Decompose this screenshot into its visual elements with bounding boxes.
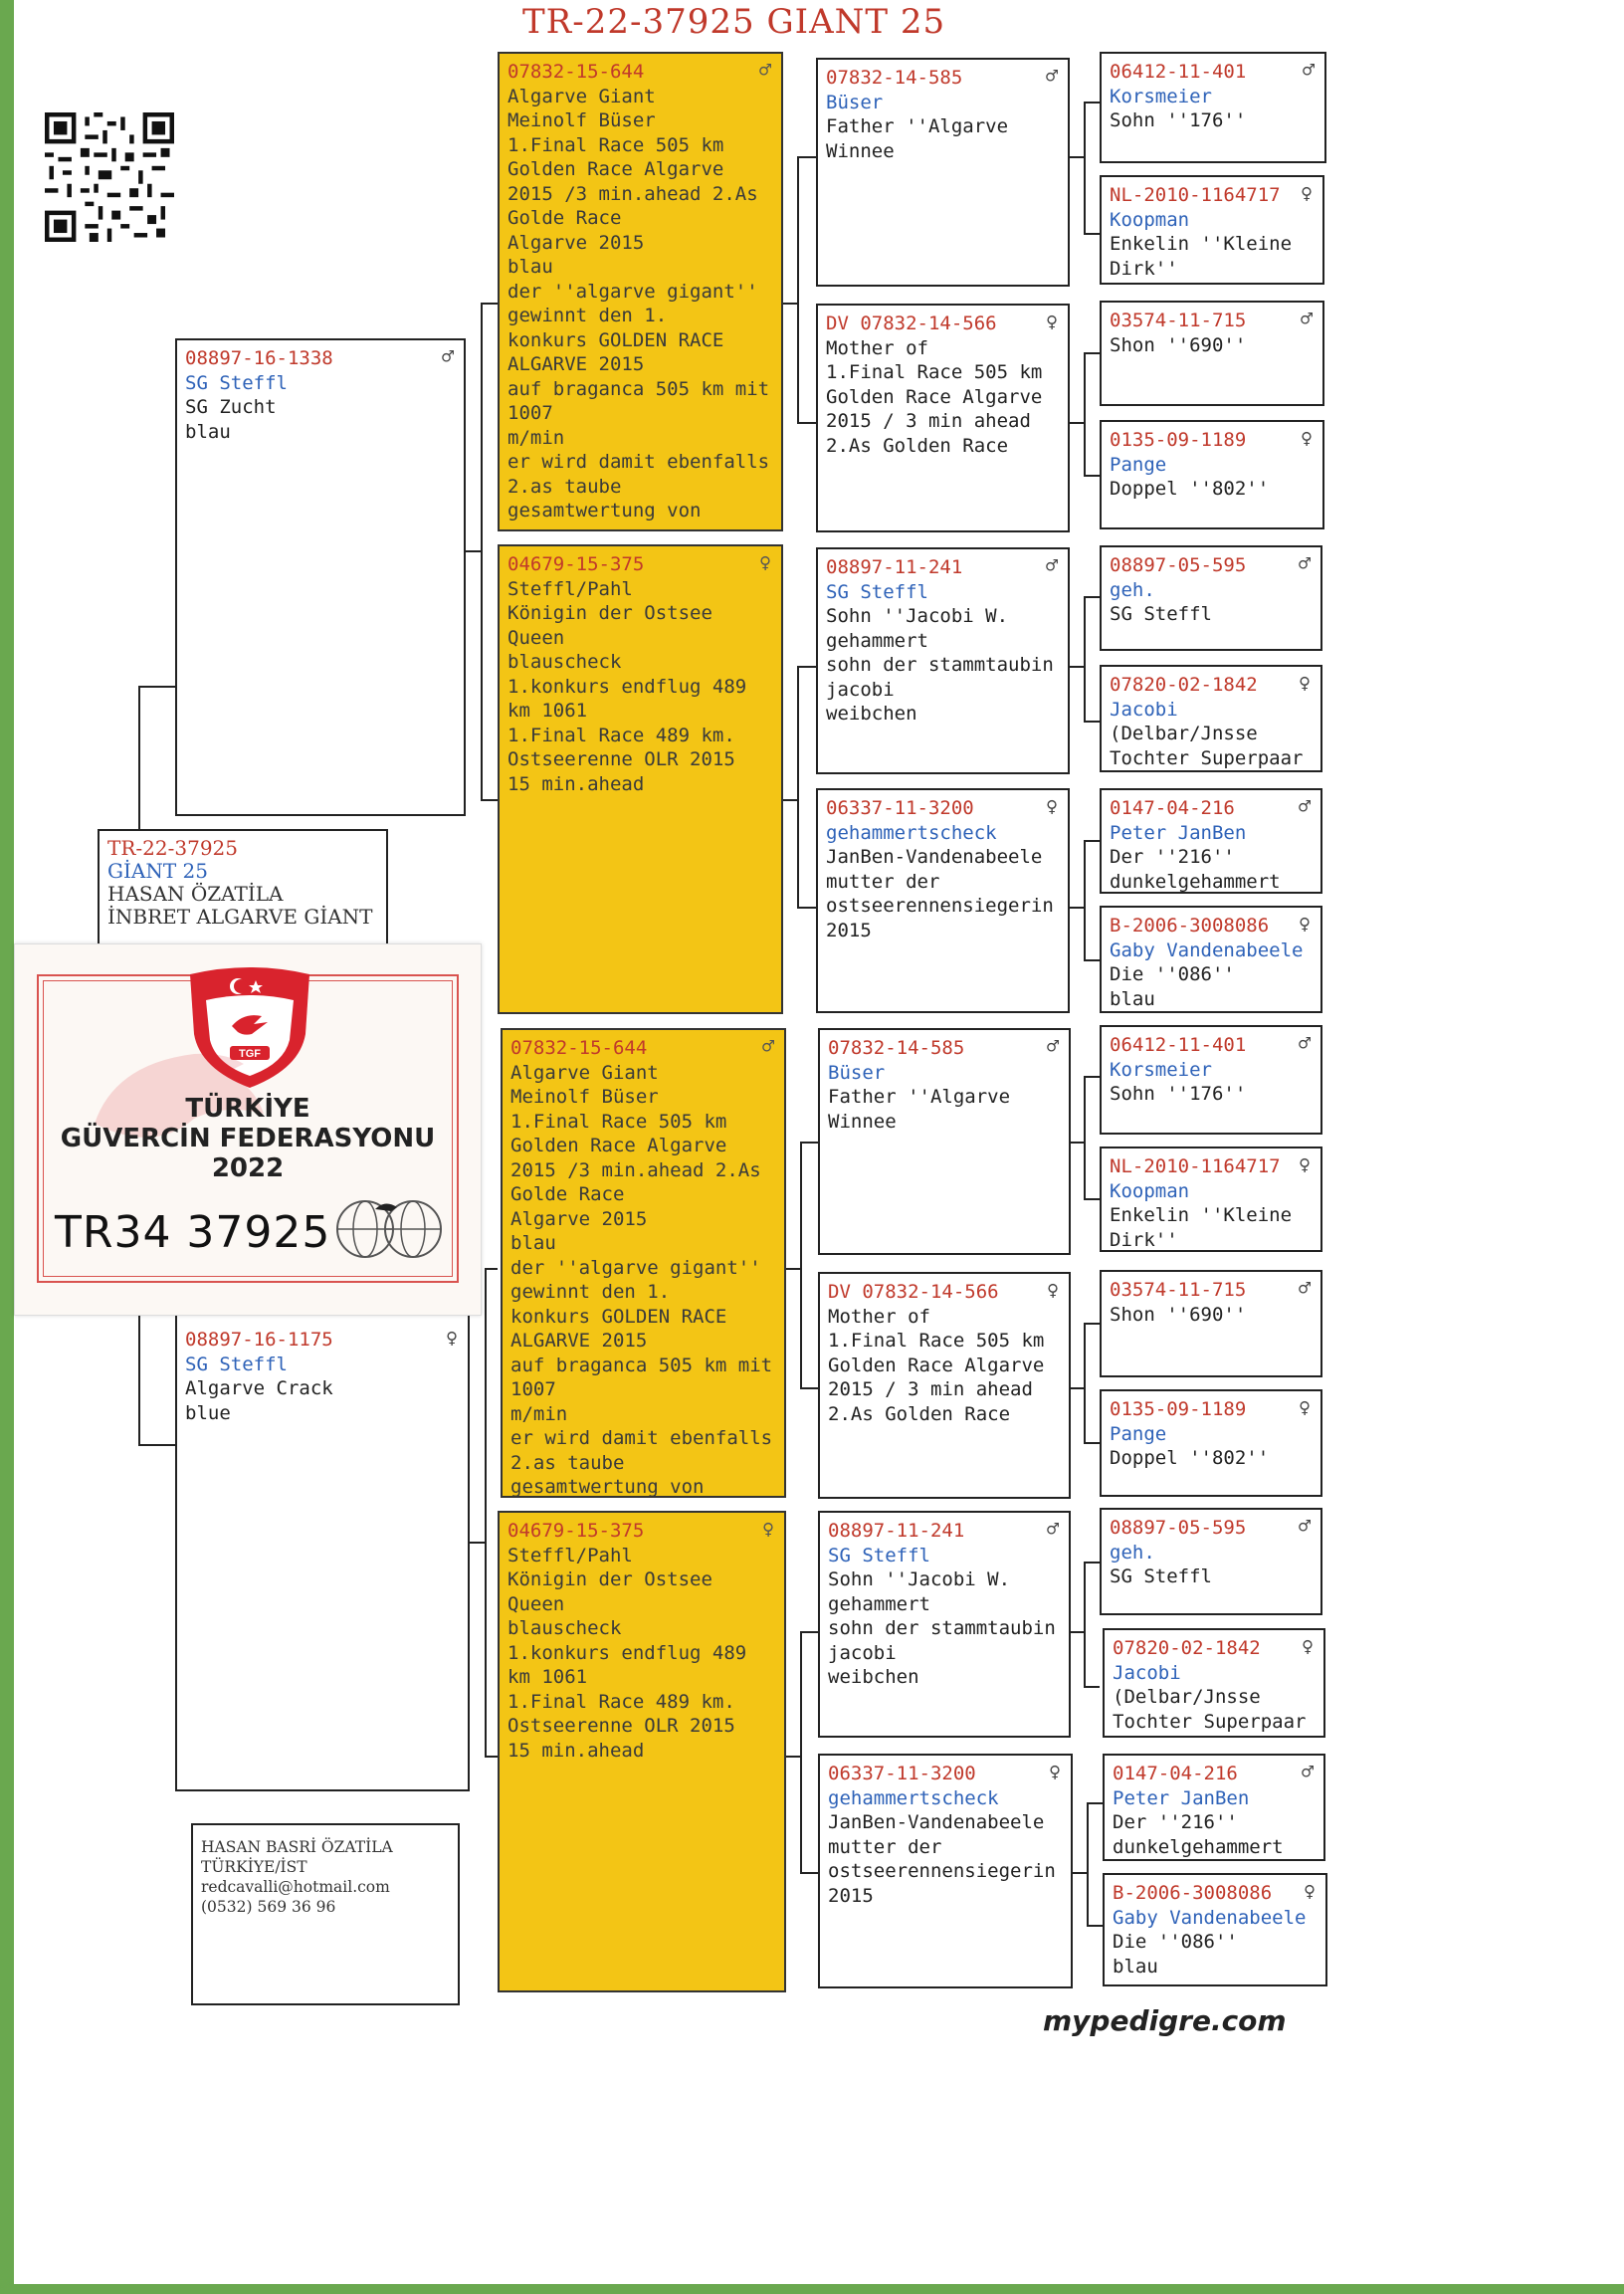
gen4-owner: Pange [1110,1422,1167,1445]
gen4-box-jacobi-2 [1103,1628,1325,1738]
female-symbol-icon: ♀ [1303,1879,1316,1903]
detail-line: Meinolf Büser [510,1086,659,1108]
detail-line: Königin der Ostsee [508,1568,712,1590]
granddam-ring: 04679-15-375 [508,1520,645,1542]
gen4-ring: 0135-09-1189 [1110,1398,1247,1420]
detail-line: 1.Final Race 489 km. [508,1690,735,1713]
federation-sticker [14,943,482,1316]
tgf-emblem-text: TGF [239,1048,261,1060]
detail-line: blau [508,256,553,278]
detail-line: auf braganca 505 km mit [510,1354,773,1376]
detail-line: Queen [508,1592,565,1615]
detail-line: sohn der stammtaubin [828,1617,1056,1639]
gen4-owner: Koopman [1110,1179,1190,1202]
female-symbol-icon: ♀ [758,550,771,574]
detail-line: Winnee [828,1110,897,1133]
gen4-box-pange-1 [1100,420,1324,529]
detail-line: km 1061 [508,1666,588,1688]
detail-line: 1.Final Race 489 km. [508,724,735,746]
gen4-owner: Pange [1110,453,1167,476]
gen4-box-koopman-2 [1100,1147,1322,1252]
gen4-ring: 0135-09-1189 [1110,429,1247,451]
gen4-owner: Peter JanBen [1110,821,1247,844]
male-symbol-icon: ♂ [1046,1034,1059,1058]
detail-line: Königin der Ostsee [508,602,712,624]
detail-line: dunkelgehammert [1113,1835,1284,1858]
gen3-ring: 06337-11-3200 [828,1763,976,1784]
detail-line: 15 min.ahead [508,772,645,795]
detail-line: Enkelin ''Kleine [1110,1204,1293,1226]
detail-line: Meinolf Büser [508,109,656,131]
gen3-ring: 08897-11-241 [826,556,963,578]
detail-line: Tochter Superpaar [1110,746,1304,769]
gen4-ring: 0147-04-216 [1113,1763,1238,1784]
mother-owner: SG Steffl [185,1353,288,1375]
detail-line: der ''algarve gigant'' [508,280,758,303]
detail-line: jacobi [826,678,895,701]
male-symbol-icon: ♂ [1298,1276,1311,1300]
gen3-owner: gehammertscheck [826,821,997,844]
gen3-ring: 07832-14-585 [828,1037,965,1059]
detail-line: Enkelin ''Kleine [1110,233,1293,255]
granddam-ring: 04679-15-375 [508,553,645,575]
female-symbol-icon: ♀ [445,1326,458,1350]
gen4-box-shon-2 [1100,1270,1322,1377]
female-symbol-icon: ♀ [1300,426,1313,450]
detail-line: 15 min.ahead [508,1739,645,1762]
gen4-ring: 03574-11-715 [1110,1279,1247,1301]
gen4-owner: Koopman [1110,208,1190,231]
mother-line: blue [185,1401,231,1424]
detail-line: Sohn ''Jacobi W. [828,1568,1011,1590]
detail-line: Tochter Superpaar [1113,1710,1307,1733]
detail-line: JanBen-Vandenabeele [826,846,1043,868]
female-symbol-icon: ♀ [1048,1760,1061,1783]
detail-line: Doppel ''802'' [1110,1447,1270,1469]
gen3-ring: DV 07832-14-566 [828,1281,999,1303]
detail-line: 1.konkurs endflug 489 [508,675,747,698]
gen3-owner: gehammertscheck [828,1786,999,1809]
detail-line: Sohn ''Jacobi W. [826,605,1009,627]
detail-line: blau [1110,987,1155,1010]
detail-line: Der ''216'' [1113,1811,1238,1833]
female-symbol-icon: ♀ [1301,1634,1314,1658]
sticker-country: TÜRKİYE [185,1094,310,1124]
detail-line: 2.As Golden Race [826,434,1009,457]
male-symbol-icon: ♂ [1045,553,1058,577]
detail-line: (Delbar/Jnsse [1113,1686,1261,1708]
detail-line: Ostseerenne OLR 2015 [508,748,735,770]
gen4-owner: Korsmeier [1110,1058,1212,1081]
detail-line: 1.Final Race 505 km [508,133,724,156]
detail-line: er wird damit ebenfalls [510,1427,773,1449]
gen4-ring: 06412-11-401 [1110,1034,1247,1056]
mother-box [175,1314,470,1791]
female-symbol-icon: ♀ [1046,1278,1059,1302]
detail-line: 1.Final Race 505 km [510,1110,727,1133]
gen4-box-gaby-1 [1100,906,1322,1013]
subject-owner: HASAN ÖZATİLA [107,882,284,906]
detail-line: 1.Final Race 505 km [826,361,1043,383]
detail-line: 2.as taube [510,1451,625,1474]
detail-line: 1007 [510,1378,556,1400]
detail-line: Ostseerenne OLR 2015 [508,1715,735,1737]
gen4-owner: geh. [1110,1541,1155,1564]
detail-line: gehammert [828,1592,930,1615]
grandsire-ring: 07832-15-644 [510,1037,648,1059]
granddam-box-1 [498,544,783,1014]
gen4-box-geh-1 [1100,545,1322,651]
breeder-phone: (0532) 569 36 96 [201,1898,336,1916]
male-symbol-icon: ♂ [1046,1517,1059,1541]
detail-line: gesamtwertung von [510,1476,705,1498]
father-ring: 08897-16-1338 [185,347,333,369]
gen4-box-gaby-2 [1103,1873,1327,1986]
male-symbol-icon: ♂ [1300,307,1313,330]
detail-line: Steffl/Pahl [508,577,633,600]
pedigree-title: TR-22-37925 GIANT 25 [522,2,946,42]
grandsire-box-1 [498,52,783,531]
sticker-year: 2022 [211,1153,285,1183]
detail-line: blau [510,1232,556,1254]
male-symbol-icon: ♂ [1298,1031,1311,1055]
gen3-box-scheck-1 [816,788,1070,1013]
detail-line: Winnee [826,139,895,162]
detail-line: Queen [508,626,565,649]
detail-line: 2015 / 3 min ahead [826,410,1031,432]
female-symbol-icon: ♀ [1298,671,1311,695]
male-symbol-icon: ♂ [1298,551,1311,575]
gen3-box-steffl-1 [816,547,1070,774]
gen4-ring: NL-2010-1164717 [1110,184,1281,206]
gen4-owner: Peter JanBen [1113,1786,1250,1809]
detail-line: SG Steffl [1110,603,1212,625]
detail-line: 2015 /3 min.ahead 2.As [510,1158,761,1181]
detail-line: 2015 /3 min.ahead 2.As [508,182,758,205]
gen4-ring: B-2006-3008086 [1110,915,1270,937]
detail-line: 2015 [826,919,872,941]
mother-line: Algarve Crack [185,1377,333,1399]
globe-logo-icon [331,1195,451,1261]
detail-line: m/min [510,1402,568,1425]
detail-line: Algarve Giant [508,85,656,107]
detail-line: blauscheck [508,1617,622,1639]
detail-line: Sohn ''176'' [1110,109,1247,131]
detail-line: SG Steffl [1110,1565,1212,1587]
detail-line: 1.konkurs endflug 489 [508,1641,747,1664]
breeder-name: HASAN BASRİ ÖZATİLA [201,1838,393,1856]
gen3-owner: SG Steffl [826,580,928,603]
sticker-federation: GÜVERCİN FEDERASYONU [60,1124,436,1153]
detail-line: Shon ''690'' [1110,1303,1247,1326]
male-symbol-icon: ♂ [758,58,771,82]
gen3-ring: DV 07832-14-566 [826,313,997,334]
gen4-owner: Gaby Vandenabeele [1113,1906,1307,1929]
detail-line: (Delbar/Jnsse [1110,723,1258,744]
breeder-email[interactable]: redcavalli@hotmail.com [201,1878,390,1896]
male-symbol-icon: ♂ [1301,1760,1314,1783]
grandsire-ring: 07832-15-644 [508,61,645,83]
detail-line: 1007 [508,402,553,424]
detail-line: ALGARVE 2015 [508,353,645,375]
detail-line: weibchen [826,703,917,725]
father-owner: SG Steffl [185,371,288,394]
gen4-ring: NL-2010-1164717 [1110,1155,1281,1177]
female-symbol-icon: ♀ [1300,181,1313,205]
male-symbol-icon: ♂ [1298,794,1311,818]
male-symbol-icon: ♂ [441,344,454,368]
detail-line: konkurs GOLDEN RACE [510,1305,727,1328]
detail-line: Father ''Algarve [828,1086,1011,1108]
gen4-box-korsmeier-1 [1100,52,1326,163]
gen4-owner: Korsmeier [1110,85,1212,107]
detail-line: Golden Race Algarve [508,158,724,180]
detail-line: Father ''Algarve [826,115,1009,137]
female-symbol-icon: ♀ [1298,912,1311,936]
detail-line: blauscheck [508,651,622,673]
detail-line: ALGARVE 2015 [510,1330,648,1352]
gen4-box-koopman-1 [1100,175,1324,285]
gen4-box-geh-2 [1100,1508,1322,1615]
gen4-box-shon-1 [1100,301,1324,406]
detail-line: Algarve 2015 [508,231,645,254]
breeder-location: TÜRKİYE/İST [201,1858,307,1876]
gen4-ring: 06412-11-401 [1110,61,1247,83]
granddam-box-2 [498,1511,786,1992]
female-symbol-icon: ♀ [1045,310,1058,333]
male-symbol-icon: ♂ [761,1034,774,1058]
gen4-ring: B-2006-3008086 [1113,1882,1273,1904]
detail-line: Steffl/Pahl [508,1544,633,1566]
gen4-box-korsmeier-2 [1100,1025,1322,1135]
gen4-owner: geh. [1110,578,1155,601]
father-line: SG Zucht [185,396,277,418]
detail-line: Sohn ''176'' [1110,1083,1247,1105]
mother-ring: 08897-16-1175 [185,1329,333,1351]
gen3-owner: SG Steffl [828,1544,930,1566]
male-symbol-icon: ♂ [1302,58,1315,82]
gen3-box-buser-1 [816,58,1070,287]
detail-line: gewinnt den 1. [508,305,668,326]
detail-line: Golden Race Algarve [828,1354,1045,1376]
detail-line: der ''algarve gigant'' [510,1256,761,1279]
detail-line: dunkelgehammert [1110,870,1281,893]
male-symbol-icon: ♂ [1045,64,1058,88]
detail-line: Doppel ''802'' [1110,478,1270,500]
gen4-owner: Jacobi [1113,1661,1181,1684]
female-symbol-icon: ♀ [1298,1152,1311,1176]
detail-line: Shon ''690'' [1110,333,1247,356]
grandsire-box-2 [501,1028,786,1498]
detail-line: Algarve Giant [510,1061,659,1084]
gen4-ring: 08897-05-595 [1110,1517,1247,1539]
breeder-contact-box [191,1823,460,2005]
female-symbol-icon: ♀ [761,1517,774,1541]
detail-line: Golde Race [508,207,622,229]
detail-line: Die ''086'' [1113,1931,1238,1953]
gen4-box-janben-2 [1103,1754,1325,1861]
subject-ring-number: TR-22-37925 [107,836,238,860]
detail-line: auf braganca 505 km mit [508,377,770,400]
gen3-box-buser-2 [818,1028,1071,1255]
male-symbol-icon: ♂ [1298,1514,1311,1538]
detail-line: konkurs GOLDEN RACE [508,328,724,351]
gen4-box-janben-1 [1100,788,1322,894]
detail-line: Golde Race [510,1183,625,1205]
footer-brand[interactable]: mypedigre.com [1043,2004,1287,2037]
detail-line: Dirk'' [1110,257,1178,280]
detail-line: 2.as taube [508,475,622,498]
detail-line: Golden Race Algarve [826,385,1043,408]
gen4-ring: 0147-04-216 [1110,797,1235,819]
detail-line: Der ''216'' [1110,846,1235,868]
detail-line: 2.As Golden Race [828,1402,1011,1425]
detail-line: m/min [508,426,565,449]
gen3-box-steffl-2 [818,1511,1071,1738]
detail-line: mutter der [826,870,940,893]
detail-line: JanBen-Vandenabeele [828,1811,1045,1833]
subject-name: GİANT 25 [107,859,208,883]
detail-line: blau [1113,1955,1158,1978]
detail-line: jacobi [828,1641,897,1664]
gen4-ring: 03574-11-715 [1110,310,1247,331]
detail-line: 2015 [828,1884,874,1907]
detail-line: mutter der [828,1835,942,1858]
detail-line: ostseerennensiegerin [828,1860,1056,1882]
sticker-registration-number: TR34 37925 [55,1207,331,1258]
gen3-box-scheck-2 [818,1754,1073,1988]
detail-line: gehammert [826,629,928,652]
gen3-box-dv-2 [818,1272,1071,1499]
detail-line: gewinnt den 1. [510,1281,671,1303]
gen4-ring: 08897-05-595 [1110,554,1247,576]
detail-line: 1.Final Race 505 km [828,1330,1045,1352]
detail-line: gesamtwertung von [508,500,702,521]
detail-line: km 1061 [508,700,588,722]
detail-line: weibchen [828,1666,919,1688]
detail-line: Golden Race Algarve [510,1135,727,1156]
detail-line: Algarve 2015 [510,1207,648,1230]
gen3-owner: Büser [828,1061,886,1084]
subject-description: İNBRET ALGARVE GİANT [107,905,373,929]
father-line: blau [185,420,231,443]
gen4-ring: 07820-02-1842 [1113,1637,1261,1659]
detail-line: er wird damit ebenfalls [508,451,770,473]
gen4-owner: Jacobi [1110,698,1178,721]
gen3-box-dv-1 [816,304,1070,532]
detail-line: ostseerennensiegerin [826,895,1054,917]
detail-line: sohn der stammtaubin [826,654,1054,676]
detail-line: 2015 / 3 min ahead [828,1378,1033,1400]
detail-line: Mother of [828,1305,930,1328]
gen4-box-pange-2 [1100,1389,1322,1497]
female-symbol-icon: ♀ [1045,794,1058,818]
female-symbol-icon: ♀ [1298,1395,1311,1419]
gen4-owner: Gaby Vandenabeele [1110,938,1304,961]
gen3-ring: 08897-11-241 [828,1520,965,1542]
father-box [175,338,466,816]
gen4-box-jacobi-1 [1100,665,1322,772]
detail-line: Dirk'' [1110,1228,1178,1251]
detail-line: Die ''086'' [1110,963,1235,985]
gen4-ring: 07820-02-1842 [1110,674,1258,696]
gen3-ring: 06337-11-3200 [826,797,974,819]
subject-pigeon-box [98,829,388,948]
detail-line: Mother of [826,336,928,359]
gen3-owner: Büser [826,91,884,113]
gen3-ring: 07832-14-585 [826,67,963,89]
